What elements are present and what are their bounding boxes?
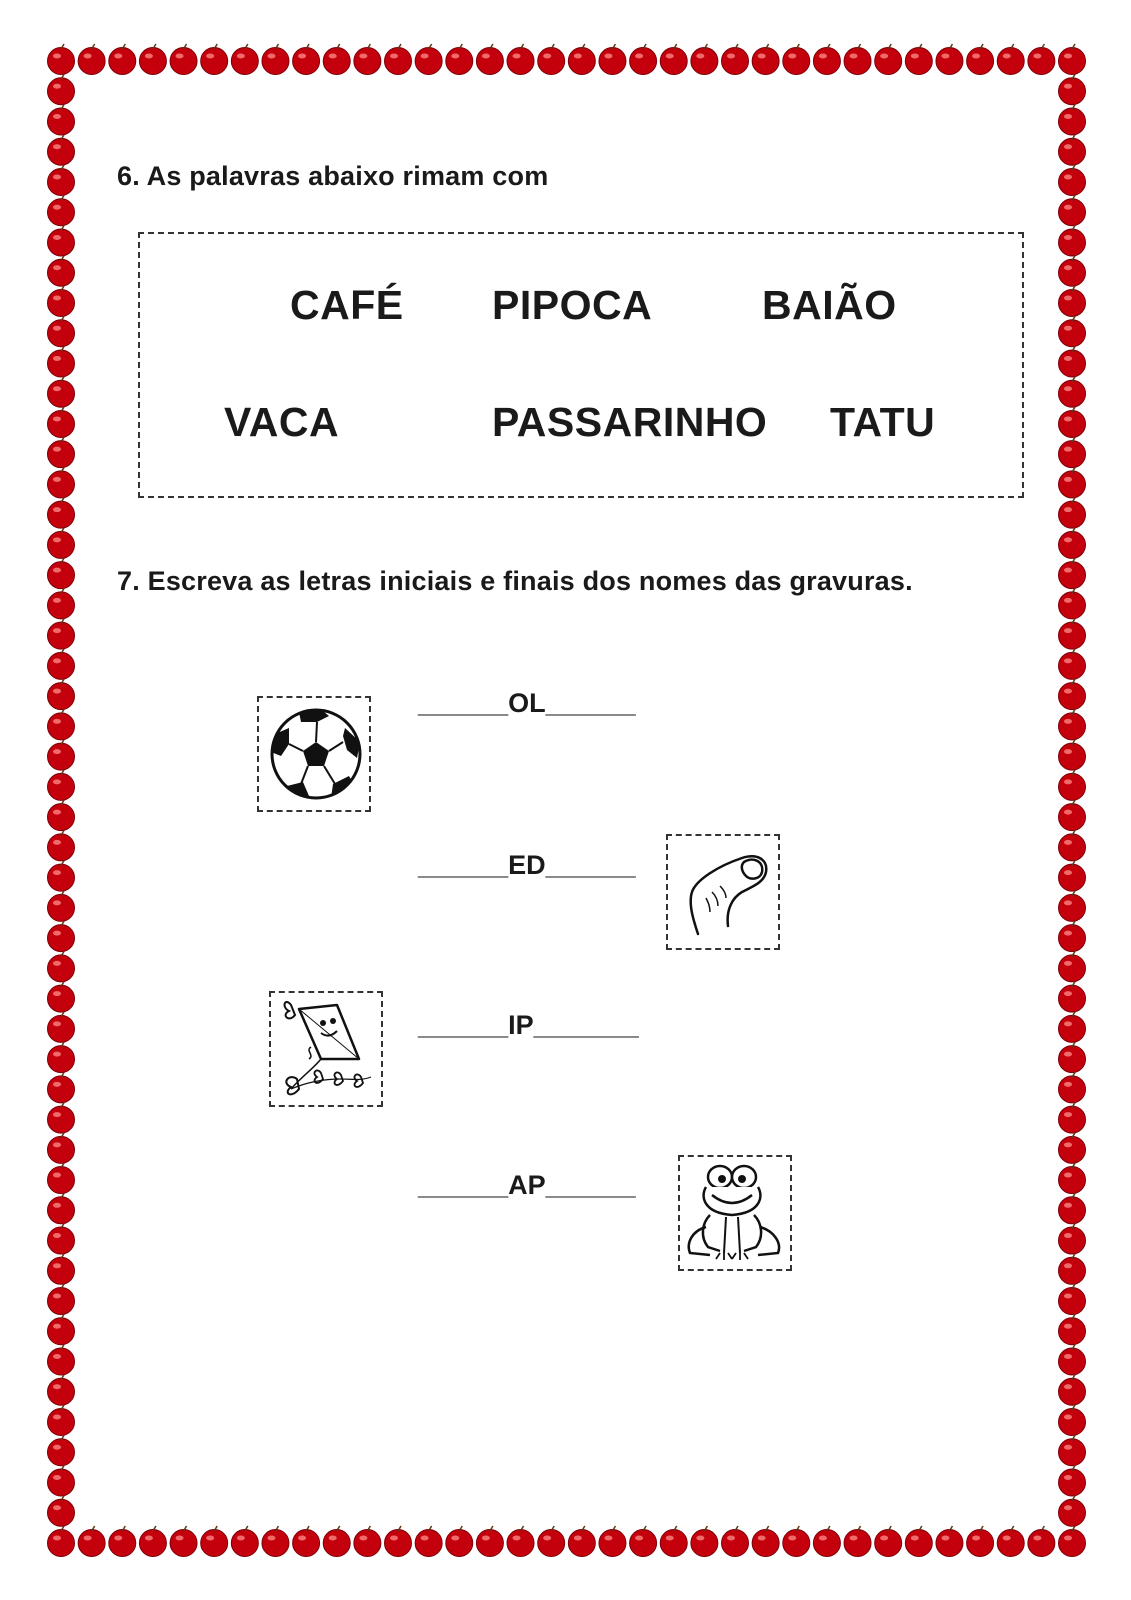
apple-icon — [722, 1526, 749, 1557]
apple-icon — [599, 1526, 626, 1557]
word-pipoca: PIPOCA — [492, 282, 653, 328]
apple-icon — [1059, 1405, 1086, 1436]
apple-icon — [385, 1526, 412, 1557]
apple-icon — [630, 44, 657, 75]
apple-icon — [997, 44, 1024, 75]
apple-icon — [48, 1405, 75, 1436]
apple-icon — [48, 1072, 75, 1103]
apple-icon — [48, 498, 75, 529]
apple-icon — [660, 1526, 687, 1557]
apple-icon — [813, 44, 840, 75]
apple-icon — [1059, 770, 1086, 801]
apple-icon — [1059, 740, 1086, 771]
apple-icon — [875, 44, 902, 75]
apple-icon — [48, 1254, 75, 1285]
apple-icon — [48, 709, 75, 740]
apple-icon — [78, 44, 105, 75]
apple-icon — [1059, 316, 1086, 347]
soccer-ball-icon — [259, 698, 369, 810]
apple-icon — [48, 316, 75, 347]
word-tatu: TATU — [830, 399, 936, 445]
word-passarinho: PASSARINHO — [492, 399, 768, 445]
apple-icon — [1059, 1163, 1086, 1194]
apple-icon — [48, 1345, 75, 1376]
apple-icon — [48, 1435, 75, 1466]
apple-icon — [1059, 1012, 1086, 1043]
apple-icon — [1059, 861, 1086, 892]
apple-icon — [48, 558, 75, 589]
apple-icon — [783, 1526, 810, 1557]
apple-icon — [1028, 1526, 1055, 1557]
apple-icon — [905, 44, 932, 75]
apple-icon — [446, 44, 473, 75]
apple-icon — [1059, 1224, 1086, 1255]
apple-icon — [48, 377, 75, 408]
apple-icon — [1059, 1193, 1086, 1224]
apple-icon — [1028, 44, 1055, 75]
fill-blank-ed[interactable]: ______ED______ — [418, 850, 636, 880]
apple-icon — [48, 1133, 75, 1164]
apple-icon — [1059, 1435, 1086, 1466]
apple-icon — [875, 1526, 902, 1557]
apple-icon — [1059, 921, 1086, 952]
apple-icon — [1059, 1345, 1086, 1376]
apple-icon — [48, 165, 75, 196]
apple-icon — [476, 1526, 503, 1557]
apple-icon — [1059, 1314, 1086, 1345]
apple-icon — [48, 649, 75, 680]
apple-icon — [1059, 649, 1086, 680]
word-cafe: CAFÉ — [290, 282, 404, 328]
apple-icon — [48, 74, 75, 105]
finger-picture — [666, 834, 780, 950]
apple-icon — [415, 44, 442, 75]
apple-icon — [48, 44, 75, 75]
apple-icon — [660, 44, 687, 75]
apple-icon — [568, 44, 595, 75]
apple-icon — [48, 1526, 75, 1557]
apple-icon — [48, 286, 75, 317]
apple-icon — [1059, 286, 1086, 317]
apple-icon — [48, 407, 75, 438]
apple-icon — [967, 44, 994, 75]
frog-icon — [680, 1157, 790, 1269]
apple-icon — [48, 1163, 75, 1194]
apple-icon — [1059, 437, 1086, 468]
finger-icon — [668, 836, 778, 948]
apple-icon — [1059, 1496, 1086, 1527]
apple-icon — [1059, 830, 1086, 861]
apple-icon — [691, 44, 718, 75]
apple-icon — [48, 528, 75, 559]
apple-icon — [568, 1526, 595, 1557]
apple-icon — [1059, 467, 1086, 498]
apple-icon — [48, 225, 75, 256]
apple-icon — [1059, 800, 1086, 831]
apple-icon — [293, 44, 320, 75]
apple-icon — [48, 800, 75, 831]
apple-icon — [967, 1526, 994, 1557]
apple-icon — [507, 1526, 534, 1557]
apple-icon — [722, 44, 749, 75]
apple-icon — [48, 1042, 75, 1073]
apple-icon — [1059, 1103, 1086, 1134]
apple-icon — [48, 588, 75, 619]
apple-icon — [109, 44, 136, 75]
soccer-ball-picture — [257, 696, 371, 812]
apple-icon — [1059, 619, 1086, 650]
apple-icon — [1059, 195, 1086, 226]
apple-icon — [1059, 1284, 1086, 1315]
apple-icon — [262, 1526, 289, 1557]
apple-icon — [1059, 498, 1086, 529]
apple-icon — [1059, 1254, 1086, 1285]
apple-icon — [1059, 982, 1086, 1013]
apple-icon — [48, 1012, 75, 1043]
apple-icon — [1059, 165, 1086, 196]
apple-icon — [139, 44, 166, 75]
apple-icon — [48, 1103, 75, 1134]
apple-icon — [1059, 558, 1086, 589]
apple-icon — [48, 740, 75, 771]
apple-icon — [48, 104, 75, 135]
apple-icon — [1059, 1042, 1086, 1073]
apple-icon — [48, 256, 75, 287]
apple-icon — [48, 467, 75, 498]
apple-icon — [997, 1526, 1024, 1557]
apple-icon — [293, 1526, 320, 1557]
apple-icon — [1059, 377, 1086, 408]
fill-blank-ol[interactable]: ______OL______ — [418, 688, 636, 718]
apple-icon — [905, 1526, 932, 1557]
apple-icon — [630, 1526, 657, 1557]
apple-icon — [231, 1526, 258, 1557]
apple-icon — [48, 982, 75, 1013]
apple-icon — [48, 195, 75, 226]
apple-icon — [78, 1526, 105, 1557]
apple-icon — [446, 1526, 473, 1557]
apple-icon — [48, 619, 75, 650]
apple-icon — [48, 135, 75, 166]
apple-icon — [538, 44, 565, 75]
apple-icon — [936, 44, 963, 75]
apple-icon — [231, 44, 258, 75]
question-6-title: 6. As palavras abaixo rimam com — [117, 161, 549, 191]
apple-icon — [844, 44, 871, 75]
apple-icon — [48, 1314, 75, 1345]
apple-icon — [1059, 1072, 1086, 1103]
apple-icon — [844, 1526, 871, 1557]
apple-icon — [1059, 951, 1086, 982]
apple-icon — [1059, 104, 1086, 135]
apple-icon — [48, 770, 75, 801]
apple-icon — [507, 44, 534, 75]
apple-icon — [48, 951, 75, 982]
apple-icon — [48, 891, 75, 922]
apple-icon — [1059, 679, 1086, 710]
apple-icon — [48, 437, 75, 468]
apple-icon — [936, 1526, 963, 1557]
apple-icon — [1059, 1375, 1086, 1406]
apple-icon — [538, 1526, 565, 1557]
apple-icon — [1059, 135, 1086, 166]
apple-icon — [48, 1375, 75, 1406]
fill-blank-ip[interactable]: ______IP_______ — [418, 1010, 639, 1040]
apple-icon — [201, 44, 228, 75]
apple-icon — [354, 44, 381, 75]
kite-icon — [271, 993, 381, 1105]
apple-icon — [48, 1284, 75, 1315]
apple-icon — [1059, 1526, 1086, 1557]
apple-icon — [48, 679, 75, 710]
apple-icon — [1059, 44, 1086, 75]
apple-icon — [1059, 588, 1086, 619]
apple-icon — [48, 861, 75, 892]
apple-icon — [599, 44, 626, 75]
apple-icon — [201, 1526, 228, 1557]
word-vaca: VACA — [224, 399, 340, 445]
apple-icon — [262, 44, 289, 75]
apple-icon — [170, 1526, 197, 1557]
apple-icon — [476, 44, 503, 75]
apple-icon — [48, 921, 75, 952]
apple-icon — [48, 1466, 75, 1497]
apple-icon — [813, 1526, 840, 1557]
apple-icon — [1059, 74, 1086, 105]
apple-icon — [1059, 528, 1086, 559]
rhyme-word-box — [138, 232, 1024, 498]
fill-blank-ap[interactable]: ______AP______ — [418, 1170, 636, 1200]
apple-icon — [1059, 1466, 1086, 1497]
apple-icon — [48, 1496, 75, 1527]
apple-icon — [48, 1224, 75, 1255]
apple-icon — [385, 44, 412, 75]
apple-icon — [415, 1526, 442, 1557]
apple-icon — [1059, 1133, 1086, 1164]
apple-icon — [109, 1526, 136, 1557]
apple-icon — [1059, 709, 1086, 740]
word-baiao: BAIÃO — [762, 282, 897, 328]
frog-picture — [678, 1155, 792, 1271]
apple-icon — [752, 1526, 779, 1557]
apple-icon — [1059, 407, 1086, 438]
apple-icon — [783, 44, 810, 75]
apple-icon — [323, 44, 350, 75]
kite-picture — [269, 991, 383, 1107]
apple-icon — [170, 44, 197, 75]
apple-icon — [1059, 256, 1086, 287]
apple-icon — [1059, 225, 1086, 256]
apple-icon — [48, 346, 75, 377]
apple-icon — [139, 1526, 166, 1557]
apple-icon — [354, 1526, 381, 1557]
apple-icon — [1059, 346, 1086, 377]
apple-icon — [1059, 891, 1086, 922]
apple-icon — [48, 830, 75, 861]
apple-icon — [691, 1526, 718, 1557]
apple-icon — [323, 1526, 350, 1557]
question-7-title: 7. Escreva as letras iniciais e finais dos nomes das gravuras. — [117, 566, 913, 596]
apple-icon — [48, 1193, 75, 1224]
apple-icon — [752, 44, 779, 75]
